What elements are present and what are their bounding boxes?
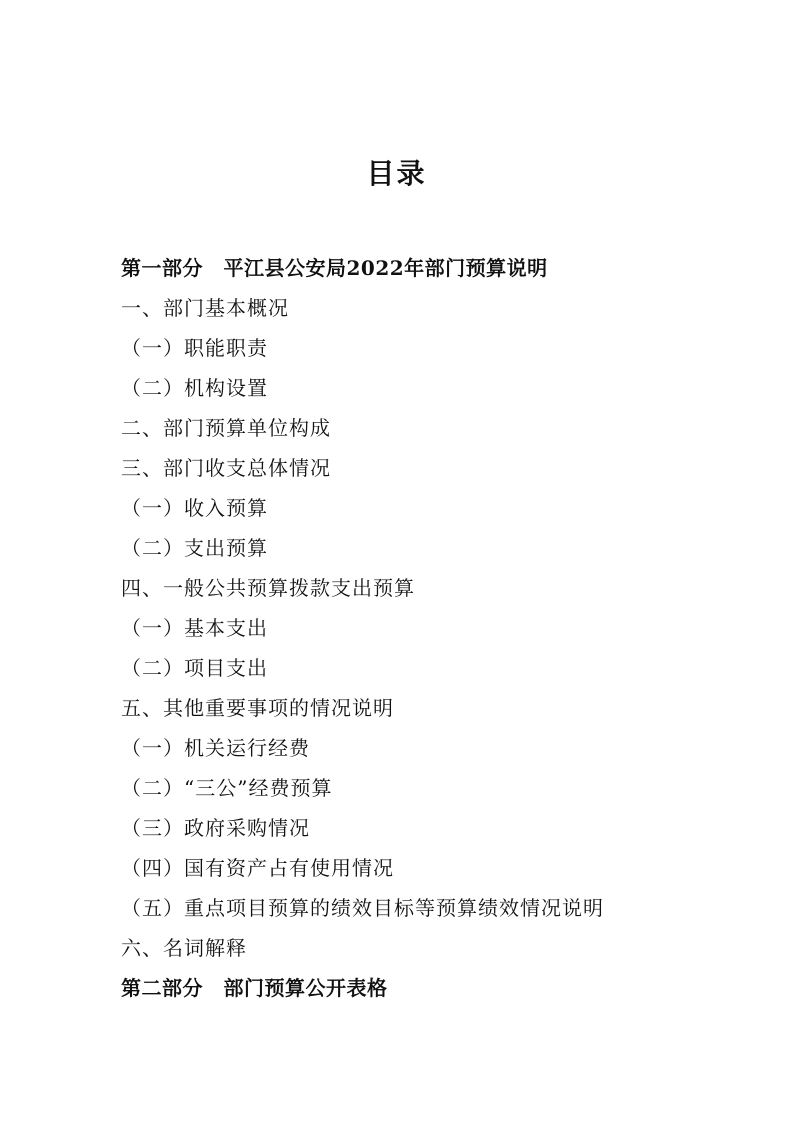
toc-item-1-2: （二）机构设置 bbox=[121, 376, 268, 400]
table-of-contents bbox=[121, 248, 741, 1008]
toc-section-3: 三、部门收支总体情况 bbox=[121, 456, 331, 480]
toc-item-3-1: （一）收入预算 bbox=[121, 496, 268, 520]
toc-item-4-1: （一）基本支出 bbox=[121, 616, 268, 640]
toc-item-3-2: （二）支出预算 bbox=[121, 536, 268, 560]
toc-item-4-2: （二）项目支出 bbox=[121, 656, 268, 680]
toc-item-5-2: （二）“三公”经费预算 bbox=[121, 776, 333, 800]
toc-item-1-1: （一）职能职责 bbox=[121, 336, 268, 360]
toc-section-4: 四、一般公共预算拨款支出预算 bbox=[121, 576, 415, 600]
toc-section-1: 一、部门基本概况 bbox=[121, 296, 289, 320]
toc-section-5: 五、其他重要事项的情况说明 bbox=[121, 696, 394, 720]
toc-item-5-1: （一）机关运行经费 bbox=[121, 736, 310, 760]
toc-item-5-3: （三）政府采购情况 bbox=[121, 816, 310, 840]
toc-item-5-4: （四）国有资产占有使用情况 bbox=[121, 856, 394, 880]
toc-part-2: 第二部分 部门预算公开表格 bbox=[121, 976, 388, 1000]
toc-section-2: 二、部门预算单位构成 bbox=[121, 416, 331, 440]
page-title: 目录 bbox=[366, 157, 427, 190]
toc-section-6: 六、名词解释 bbox=[121, 936, 247, 960]
toc-part-1: 第一部分 平江县公安局2022年部门预算说明 bbox=[121, 256, 548, 280]
toc-item-5-5: （五）重点项目预算的绩效目标等预算绩效情况说明 bbox=[121, 896, 604, 920]
